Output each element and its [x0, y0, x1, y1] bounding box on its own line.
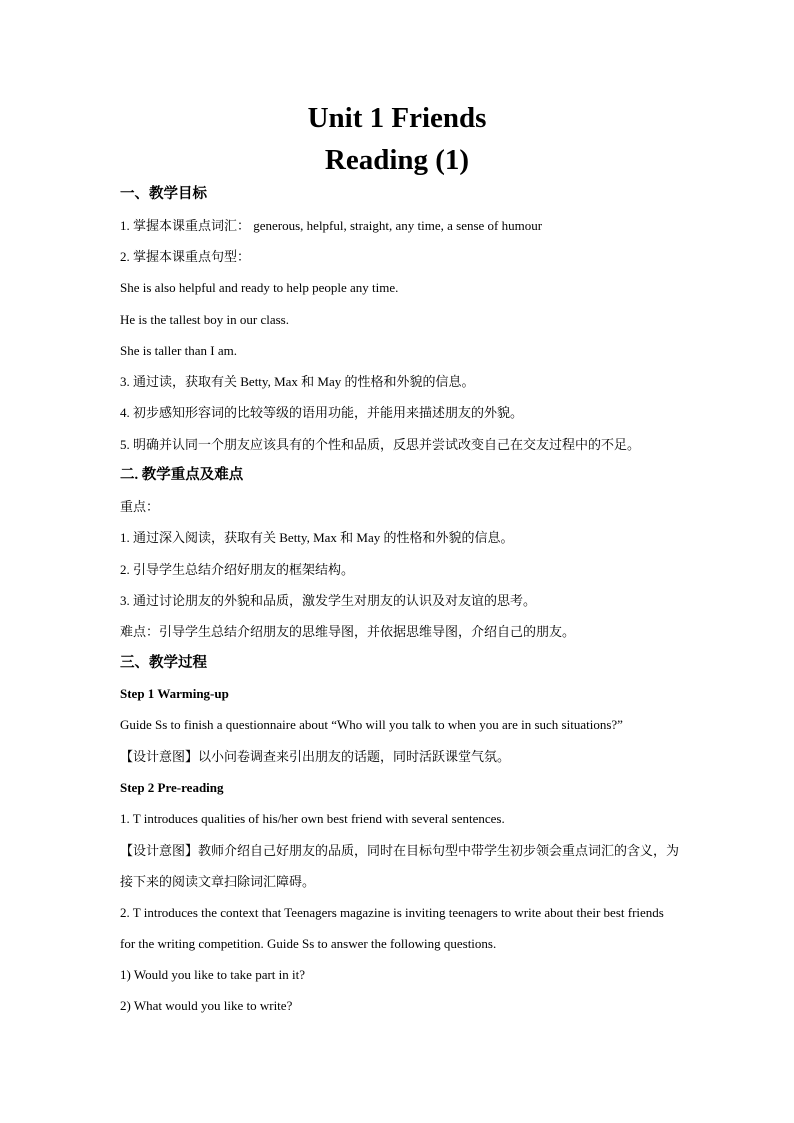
sentence-pattern: She is also helpful and ready to help people any time.	[120, 280, 399, 295]
section-heading-process: 三、教学过程	[120, 655, 207, 671]
objective-item: 5. 明确并认同一个朋友应该具有的个性和品质，反思并尝试改变自己在交友过程中的不足。	[120, 437, 641, 452]
objective-item: 1. 掌握本课重点词汇： generous, helpful, straight, any time, a sense of humour	[120, 218, 543, 233]
doc-title: Unit 1 Friends	[307, 102, 487, 134]
step-heading: Step 1 Warming-up	[120, 686, 229, 701]
design-intent: 【设计意图】以小问卷调查来引出朋友的话题，同时活跃课堂气氛。	[120, 749, 511, 764]
step-heading: Step 2 Pre-reading	[120, 780, 224, 795]
step-paragraph: 1. T introduces qualities of his/her own best friend with several sentences.	[120, 811, 505, 826]
key-point-item: 3. 通过讨论朋友的外貌和品质，激发学生对朋友的认识及对友谊的思考。	[120, 593, 537, 608]
sentence-pattern: She is taller than I am.	[120, 343, 237, 358]
objective-item: 4. 初步感知形容词的比较等级的语用功能，并能用来描述朋友的外貌。	[120, 405, 524, 420]
step-paragraph: Guide Ss to finish a questionnaire about “Who will you talk to when you are in such situations?”	[120, 717, 623, 732]
section-heading-objectives: 一、教学目标	[120, 186, 207, 202]
doc-subtitle: Reading (1)	[324, 144, 470, 176]
objective-item: 2. 掌握本课重点句型：	[120, 249, 251, 264]
key-point-item: 1. 通过深入阅读，获取有关 Betty, Max 和 May 的性格和外貌的信息。	[120, 530, 514, 545]
question-item: 2) What would you like to write?	[120, 998, 293, 1013]
objective-item: 3. 通过读，获取有关 Betty, Max 和 May 的性格和外貌的信息。	[120, 374, 475, 389]
key-points-label: 重点：	[120, 499, 160, 514]
difficult-point: 难点：引导学生总结介绍朋友的思维导图，并依据思维导图，介绍自己的朋友。	[120, 624, 576, 639]
question-item: 1) Would you like to take part in it?	[120, 967, 306, 982]
key-point-item: 2. 引导学生总结介绍好朋友的框架结构。	[120, 562, 355, 577]
section-heading-key-points: 二. 教学重点及难点	[120, 467, 244, 483]
sentence-pattern: He is the tallest boy in our class.	[120, 312, 289, 327]
design-intent: 【设计意图】教师介绍自己好朋友的品质，同时在目标句型中带学生初步领会重点词汇的含义，为接下来的阅读文章扫除词汇障碍。	[120, 843, 680, 889]
step-paragraph: 2. T introduces the context that Teenagers magazine is inviting teenagers to write about their best friends for the writing competition. Guide Ss to answer the following questions.	[120, 905, 664, 951]
